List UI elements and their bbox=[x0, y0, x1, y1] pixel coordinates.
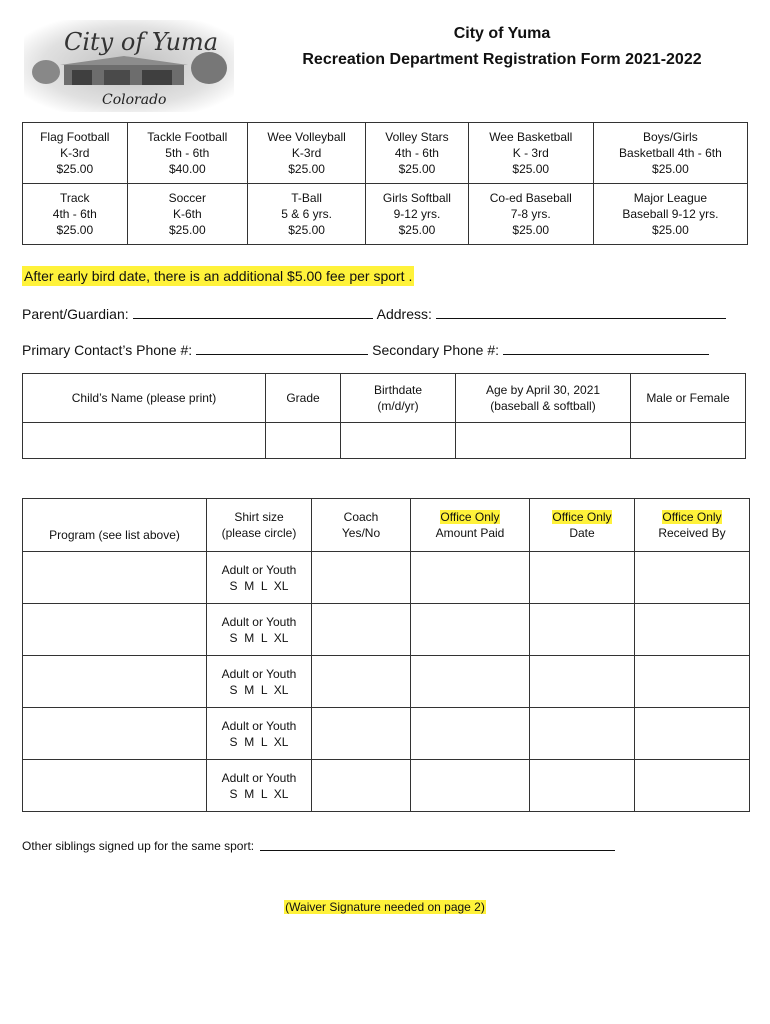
logo-text: City of Yuma bbox=[64, 28, 219, 56]
program-entry-row bbox=[23, 708, 750, 760]
coach-cell[interactable] bbox=[312, 604, 411, 656]
program-entry-row bbox=[23, 760, 750, 812]
program-cell[interactable] bbox=[23, 708, 207, 760]
coach-header: Coach Yes/No bbox=[312, 499, 411, 552]
gender-cell[interactable] bbox=[631, 423, 746, 459]
amount-paid-cell bbox=[411, 760, 530, 812]
address-field[interactable] bbox=[436, 302, 726, 319]
date-cell bbox=[530, 760, 635, 812]
address-label: Address: bbox=[376, 306, 432, 322]
form-title: Recreation Department Registration Form 2021-2022 bbox=[302, 51, 702, 68]
child-name-header: Child’s Name (please print) bbox=[23, 374, 266, 423]
program-entry-row bbox=[23, 604, 750, 656]
shirt-size-cell[interactable]: Adult or Youth S M L XL bbox=[207, 604, 312, 656]
fee-cell: Soccer K-6th $25.00 bbox=[127, 184, 247, 245]
logo-subtext: Colorado bbox=[102, 92, 167, 108]
program-header-row bbox=[23, 499, 750, 552]
program-cell[interactable] bbox=[23, 552, 207, 604]
age-header: Age by April 30, 2021 (baseball & softball) bbox=[456, 374, 631, 423]
secondary-phone-field[interactable] bbox=[503, 338, 709, 355]
coach-cell[interactable] bbox=[312, 552, 411, 604]
primary-phone-label: Primary Contact’s Phone #: bbox=[22, 342, 193, 358]
grade-header: Grade bbox=[266, 374, 341, 423]
child-header-row bbox=[23, 374, 746, 423]
received-by-cell bbox=[635, 552, 750, 604]
date-cell bbox=[530, 708, 635, 760]
shirt-size-cell[interactable]: Adult or Youth S M L XL bbox=[207, 708, 312, 760]
child-name-cell[interactable] bbox=[23, 423, 266, 459]
amount-paid-header: Office Only Amount Paid bbox=[411, 499, 530, 552]
phone-row bbox=[22, 338, 713, 358]
age-cell[interactable] bbox=[456, 423, 631, 459]
program-entry-row bbox=[23, 552, 750, 604]
program-cell[interactable] bbox=[23, 604, 207, 656]
fee-cell: Tackle Football 5th - 6th $40.00 bbox=[127, 123, 247, 184]
fee-cell: Girls Softball 9-12 yrs. $25.00 bbox=[366, 184, 469, 245]
parent-guardian-field[interactable] bbox=[133, 302, 373, 319]
form-title-city: City of Yuma bbox=[453, 25, 551, 42]
gender-header: Male or Female bbox=[631, 374, 746, 423]
received-by-cell bbox=[635, 656, 750, 708]
siblings-label: Other siblings signed up for the same sport: bbox=[22, 839, 255, 853]
fee-cell: Wee Volleyball K-3rd $25.00 bbox=[248, 123, 366, 184]
date-cell bbox=[530, 604, 635, 656]
shirt-size-header: Shirt size (please circle) bbox=[207, 499, 312, 552]
program-selection-table bbox=[22, 498, 750, 812]
child-entry-row bbox=[23, 423, 746, 459]
parent-address-row bbox=[22, 302, 730, 322]
child-info-table bbox=[22, 373, 746, 459]
program-cell[interactable] bbox=[23, 760, 207, 812]
program-entry-row bbox=[23, 656, 750, 708]
fee-cell: Co-ed Baseball 7-8 yrs. $25.00 bbox=[468, 184, 593, 245]
received-by-cell bbox=[635, 708, 750, 760]
fee-row bbox=[23, 184, 748, 245]
received-by-header: Office Only Received By bbox=[635, 499, 750, 552]
fee-cell: Major League Baseball 9-12 yrs. $25.00 bbox=[593, 184, 747, 245]
received-by-cell bbox=[635, 760, 750, 812]
fee-cell: Flag Football K-3rd $25.00 bbox=[23, 123, 128, 184]
fee-row bbox=[23, 123, 748, 184]
amount-paid-cell bbox=[411, 604, 530, 656]
fee-cell: Volley Stars 4th - 6th $25.00 bbox=[366, 123, 469, 184]
city-of-yuma-logo bbox=[24, 20, 234, 112]
amount-paid-cell bbox=[411, 552, 530, 604]
program-header: Program (see list above) bbox=[23, 499, 207, 552]
date-header: Office Only Date bbox=[530, 499, 635, 552]
siblings-row bbox=[22, 838, 615, 853]
coach-cell[interactable] bbox=[312, 656, 411, 708]
fee-cell: Wee Basketball K - 3rd $25.00 bbox=[468, 123, 593, 184]
amount-paid-cell bbox=[411, 708, 530, 760]
fee-cell: Track 4th - 6th $25.00 bbox=[23, 184, 128, 245]
date-cell bbox=[530, 552, 635, 604]
fee-cell: T-Ball 5 & 6 yrs. $25.00 bbox=[248, 184, 366, 245]
primary-phone-field[interactable] bbox=[196, 338, 368, 355]
fee-cell: Boys/Girls Basketball 4th - 6th $25.00 bbox=[593, 123, 747, 184]
shirt-size-cell[interactable]: Adult or Youth S M L XL bbox=[207, 552, 312, 604]
program-cell[interactable] bbox=[23, 656, 207, 708]
birthdate-cell[interactable] bbox=[341, 423, 456, 459]
shirt-size-cell[interactable]: Adult or Youth S M L XL bbox=[207, 760, 312, 812]
grade-cell[interactable] bbox=[266, 423, 341, 459]
shirt-size-cell[interactable]: Adult or Youth S M L XL bbox=[207, 656, 312, 708]
parent-label: Parent/Guardian: bbox=[22, 306, 129, 322]
birthdate-header: Birthdate (m/d/yr) bbox=[341, 374, 456, 423]
siblings-field[interactable] bbox=[260, 838, 615, 851]
coach-cell[interactable] bbox=[312, 760, 411, 812]
coach-cell[interactable] bbox=[312, 708, 411, 760]
program-fee-table bbox=[22, 122, 748, 245]
amount-paid-cell bbox=[411, 656, 530, 708]
secondary-phone-label: Secondary Phone #: bbox=[372, 342, 500, 358]
waiver-note: (Waiver Signature needed on page 2) bbox=[285, 900, 485, 914]
date-cell bbox=[530, 656, 635, 708]
early-bird-note: After early bird date, there is an additional $5.00 fee per sport . bbox=[24, 268, 413, 284]
received-by-cell bbox=[635, 604, 750, 656]
